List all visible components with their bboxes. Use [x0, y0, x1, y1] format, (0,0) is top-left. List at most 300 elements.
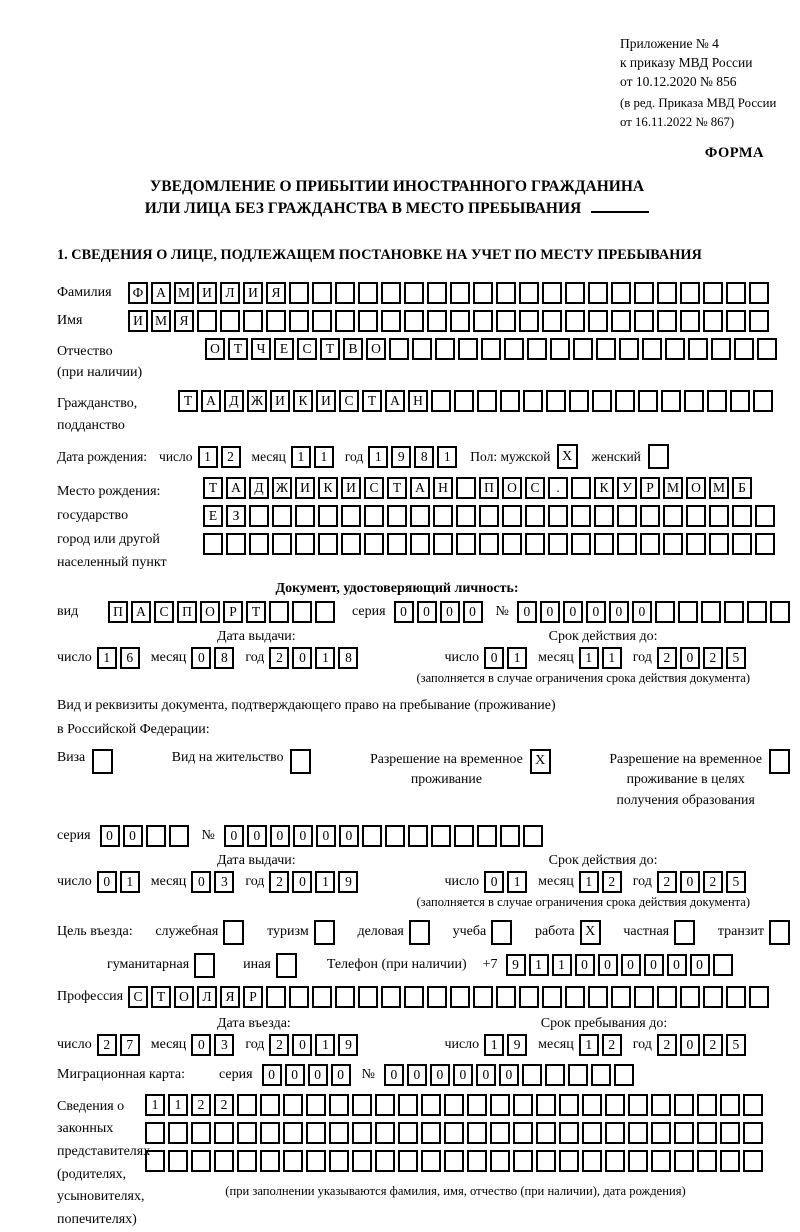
char-cell[interactable]	[663, 533, 683, 555]
char-cell[interactable]	[341, 533, 361, 555]
char-cell[interactable]	[364, 505, 384, 527]
char-cell[interactable]: Т	[387, 477, 407, 499]
char-cell[interactable]: Р	[243, 986, 263, 1008]
char-cell[interactable]: М	[709, 477, 729, 499]
char-cell[interactable]: 0	[100, 825, 120, 847]
char-cell[interactable]: 2	[269, 647, 289, 669]
char-cell[interactable]: 0	[453, 1064, 473, 1086]
char-cell[interactable]	[701, 601, 721, 623]
char-cell[interactable]	[467, 1150, 487, 1172]
char-cell[interactable]	[743, 1094, 763, 1116]
char-cell[interactable]	[352, 1122, 372, 1144]
char-cell[interactable]	[749, 282, 769, 304]
char-cell[interactable]	[634, 282, 654, 304]
char-cell[interactable]: И	[197, 282, 217, 304]
char-cell[interactable]: Ч	[251, 338, 271, 360]
char-cell[interactable]	[513, 1122, 533, 1144]
char-cell[interactable]	[266, 310, 286, 332]
purpose-private-checkbox[interactable]	[674, 920, 695, 945]
char-cell[interactable]	[467, 1122, 487, 1144]
char-cell[interactable]	[617, 505, 637, 527]
char-cell[interactable]: 2	[214, 1094, 234, 1116]
char-cell[interactable]	[500, 825, 520, 847]
char-cell[interactable]	[703, 282, 723, 304]
char-cell[interactable]	[197, 310, 217, 332]
char-cell[interactable]	[427, 282, 447, 304]
char-cell[interactable]: 9	[338, 1034, 358, 1056]
char-cell[interactable]	[191, 1150, 211, 1172]
char-cell[interactable]	[709, 533, 729, 555]
char-cell[interactable]: 0	[609, 601, 629, 623]
char-cell[interactable]	[743, 1122, 763, 1144]
char-cell[interactable]	[502, 505, 522, 527]
char-cell[interactable]	[542, 282, 562, 304]
char-cell[interactable]	[283, 1122, 303, 1144]
char-cell[interactable]: 0	[292, 871, 312, 893]
char-cell[interactable]	[454, 825, 474, 847]
char-cell[interactable]: А	[385, 390, 405, 412]
char-cell[interactable]	[289, 310, 309, 332]
char-cell[interactable]: 0	[484, 871, 504, 893]
char-cell[interactable]	[525, 533, 545, 555]
char-cell[interactable]	[770, 601, 790, 623]
char-cell[interactable]: З	[226, 505, 246, 527]
sex-male-checkbox[interactable]: X	[557, 444, 578, 469]
char-cell[interactable]	[591, 1064, 611, 1086]
char-cell[interactable]	[479, 505, 499, 527]
char-cell[interactable]: Т	[151, 986, 171, 1008]
char-cell[interactable]	[289, 986, 309, 1008]
char-cell[interactable]: 0	[598, 954, 618, 976]
char-cell[interactable]: У	[617, 477, 637, 499]
char-cell[interactable]	[427, 986, 447, 1008]
edu-residence-checkbox[interactable]	[769, 749, 790, 774]
purpose-other-checkbox[interactable]	[276, 953, 297, 978]
char-cell[interactable]: А	[151, 282, 171, 304]
char-cell[interactable]	[634, 310, 654, 332]
char-cell[interactable]: 1	[145, 1094, 165, 1116]
char-cell[interactable]	[732, 505, 752, 527]
char-cell[interactable]: И	[316, 390, 336, 412]
char-cell[interactable]	[588, 310, 608, 332]
char-cell[interactable]	[381, 986, 401, 1008]
char-cell[interactable]	[220, 310, 240, 332]
char-cell[interactable]	[421, 1094, 441, 1116]
char-cell[interactable]: 1	[198, 446, 218, 468]
char-cell[interactable]	[571, 477, 591, 499]
char-cell[interactable]: М	[174, 282, 194, 304]
char-cell[interactable]	[435, 338, 455, 360]
char-cell[interactable]	[237, 1122, 257, 1144]
char-cell[interactable]	[713, 954, 733, 976]
char-cell[interactable]: 2	[703, 1034, 723, 1056]
char-cell[interactable]	[640, 505, 660, 527]
char-cell[interactable]: 2	[657, 1034, 677, 1056]
char-cell[interactable]	[582, 1094, 602, 1116]
char-cell[interactable]	[168, 1122, 188, 1144]
char-cell[interactable]: 0	[517, 601, 537, 623]
char-cell[interactable]: И	[128, 310, 148, 332]
char-cell[interactable]	[747, 601, 767, 623]
char-cell[interactable]	[674, 1122, 694, 1144]
char-cell[interactable]	[734, 338, 754, 360]
char-cell[interactable]	[720, 1094, 740, 1116]
char-cell[interactable]	[145, 1122, 165, 1144]
char-cell[interactable]	[571, 505, 591, 527]
char-cell[interactable]	[582, 1150, 602, 1172]
char-cell[interactable]: С	[154, 601, 174, 623]
char-cell[interactable]: Ж	[247, 390, 267, 412]
char-cell[interactable]	[657, 986, 677, 1008]
char-cell[interactable]: Ф	[128, 282, 148, 304]
char-cell[interactable]	[569, 390, 589, 412]
char-cell[interactable]	[358, 986, 378, 1008]
char-cell[interactable]	[545, 1064, 565, 1086]
char-cell[interactable]	[312, 986, 332, 1008]
char-cell[interactable]	[404, 310, 424, 332]
char-cell[interactable]: 0	[667, 954, 687, 976]
char-cell[interactable]: 0	[247, 825, 267, 847]
char-cell[interactable]	[519, 282, 539, 304]
char-cell[interactable]: 1	[579, 647, 599, 669]
char-cell[interactable]: Я	[174, 310, 194, 332]
char-cell[interactable]: 3	[214, 871, 234, 893]
char-cell[interactable]: 0	[680, 647, 700, 669]
char-cell[interactable]	[703, 310, 723, 332]
char-cell[interactable]	[387, 533, 407, 555]
char-cell[interactable]	[260, 1094, 280, 1116]
char-cell[interactable]	[651, 1122, 671, 1144]
char-cell[interactable]: С	[339, 390, 359, 412]
char-cell[interactable]: 0	[632, 601, 652, 623]
char-cell[interactable]: Т	[246, 601, 266, 623]
char-cell[interactable]	[168, 1150, 188, 1172]
char-cell[interactable]: 0	[680, 871, 700, 893]
char-cell[interactable]	[481, 338, 501, 360]
char-cell[interactable]	[266, 986, 286, 1008]
char-cell[interactable]: 0	[191, 647, 211, 669]
char-cell[interactable]: 1	[120, 871, 140, 893]
char-cell[interactable]	[283, 1094, 303, 1116]
char-cell[interactable]: 2	[657, 871, 677, 893]
char-cell[interactable]	[335, 310, 355, 332]
char-cell[interactable]	[546, 390, 566, 412]
char-cell[interactable]: О	[200, 601, 220, 623]
char-cell[interactable]	[596, 338, 616, 360]
char-cell[interactable]	[496, 986, 516, 1008]
char-cell[interactable]: С	[364, 477, 384, 499]
char-cell[interactable]	[473, 986, 493, 1008]
char-cell[interactable]: 0	[563, 601, 583, 623]
char-cell[interactable]: О	[366, 338, 386, 360]
char-cell[interactable]: 0	[586, 601, 606, 623]
char-cell[interactable]: Е	[274, 338, 294, 360]
char-cell[interactable]	[243, 310, 263, 332]
char-cell[interactable]	[519, 310, 539, 332]
char-cell[interactable]	[385, 825, 405, 847]
char-cell[interactable]	[548, 505, 568, 527]
char-cell[interactable]: А	[226, 477, 246, 499]
char-cell[interactable]: 7	[120, 1034, 140, 1056]
char-cell[interactable]	[145, 1150, 165, 1172]
char-cell[interactable]	[611, 310, 631, 332]
char-cell[interactable]	[680, 310, 700, 332]
char-cell[interactable]	[433, 505, 453, 527]
char-cell[interactable]: К	[318, 477, 338, 499]
char-cell[interactable]	[568, 1064, 588, 1086]
char-cell[interactable]	[410, 533, 430, 555]
char-cell[interactable]: 0	[575, 954, 595, 976]
purpose-work-checkbox[interactable]: X	[580, 920, 601, 945]
char-cell[interactable]: 0	[680, 1034, 700, 1056]
char-cell[interactable]	[720, 1150, 740, 1172]
char-cell[interactable]	[490, 1150, 510, 1172]
char-cell[interactable]: М	[151, 310, 171, 332]
char-cell[interactable]: 1	[315, 871, 335, 893]
char-cell[interactable]: 1	[315, 647, 335, 669]
char-cell[interactable]	[375, 1150, 395, 1172]
char-cell[interactable]	[550, 338, 570, 360]
char-cell[interactable]	[237, 1094, 257, 1116]
char-cell[interactable]	[628, 1094, 648, 1116]
char-cell[interactable]	[500, 390, 520, 412]
char-cell[interactable]	[542, 986, 562, 1008]
char-cell[interactable]: 0	[191, 871, 211, 893]
char-cell[interactable]: 6	[120, 647, 140, 669]
char-cell[interactable]	[559, 1094, 579, 1116]
char-cell[interactable]: 1	[314, 446, 334, 468]
char-cell[interactable]: 1	[168, 1094, 188, 1116]
char-cell[interactable]	[272, 505, 292, 527]
char-cell[interactable]: Н	[433, 477, 453, 499]
char-cell[interactable]	[260, 1150, 280, 1172]
char-cell[interactable]	[364, 533, 384, 555]
char-cell[interactable]: 0	[224, 825, 244, 847]
char-cell[interactable]	[663, 505, 683, 527]
char-cell[interactable]: 2	[97, 1034, 117, 1056]
char-cell[interactable]	[680, 282, 700, 304]
char-cell[interactable]	[688, 338, 708, 360]
char-cell[interactable]: М	[663, 477, 683, 499]
char-cell[interactable]	[522, 1064, 542, 1086]
char-cell[interactable]: 9	[507, 1034, 527, 1056]
char-cell[interactable]: 2	[269, 871, 289, 893]
char-cell[interactable]: Д	[224, 390, 244, 412]
char-cell[interactable]	[594, 505, 614, 527]
char-cell[interactable]	[450, 986, 470, 1008]
char-cell[interactable]	[226, 533, 246, 555]
char-cell[interactable]: 0	[407, 1064, 427, 1086]
char-cell[interactable]: К	[293, 390, 313, 412]
char-cell[interactable]	[389, 338, 409, 360]
char-cell[interactable]	[697, 1122, 717, 1144]
char-cell[interactable]: 5	[726, 1034, 746, 1056]
char-cell[interactable]	[329, 1150, 349, 1172]
char-cell[interactable]	[628, 1122, 648, 1144]
char-cell[interactable]: 2	[221, 446, 241, 468]
char-cell[interactable]	[315, 601, 335, 623]
char-cell[interactable]	[634, 986, 654, 1008]
char-cell[interactable]: К	[594, 477, 614, 499]
char-cell[interactable]: 0	[339, 825, 359, 847]
char-cell[interactable]	[341, 505, 361, 527]
char-cell[interactable]	[642, 338, 662, 360]
purpose-official-checkbox[interactable]	[223, 920, 244, 945]
char-cell[interactable]	[605, 1122, 625, 1144]
char-cell[interactable]: 2	[703, 871, 723, 893]
char-cell[interactable]	[651, 1094, 671, 1116]
char-cell[interactable]	[678, 601, 698, 623]
char-cell[interactable]: Р	[640, 477, 660, 499]
char-cell[interactable]	[329, 1122, 349, 1144]
char-cell[interactable]: 8	[214, 647, 234, 669]
char-cell[interactable]	[410, 505, 430, 527]
char-cell[interactable]	[444, 1122, 464, 1144]
char-cell[interactable]	[292, 601, 312, 623]
char-cell[interactable]: 2	[191, 1094, 211, 1116]
char-cell[interactable]: И	[341, 477, 361, 499]
char-cell[interactable]	[730, 390, 750, 412]
char-cell[interactable]	[362, 825, 382, 847]
char-cell[interactable]: 1	[529, 954, 549, 976]
char-cell[interactable]: 9	[391, 446, 411, 468]
char-cell[interactable]	[755, 533, 775, 555]
char-cell[interactable]	[614, 1064, 634, 1086]
char-cell[interactable]	[680, 986, 700, 1008]
char-cell[interactable]: И	[295, 477, 315, 499]
char-cell[interactable]: 8	[338, 647, 358, 669]
char-cell[interactable]	[657, 282, 677, 304]
char-cell[interactable]: 0	[430, 1064, 450, 1086]
char-cell[interactable]	[249, 533, 269, 555]
char-cell[interactable]	[352, 1094, 372, 1116]
char-cell[interactable]	[431, 390, 451, 412]
char-cell[interactable]	[335, 986, 355, 1008]
char-cell[interactable]: 1	[291, 446, 311, 468]
char-cell[interactable]: Т	[203, 477, 223, 499]
char-cell[interactable]	[542, 310, 562, 332]
char-cell[interactable]: 0	[123, 825, 143, 847]
char-cell[interactable]: 0	[316, 825, 336, 847]
char-cell[interactable]	[697, 1094, 717, 1116]
char-cell[interactable]: Д	[249, 477, 269, 499]
char-cell[interactable]: Р	[223, 601, 243, 623]
char-cell[interactable]	[381, 310, 401, 332]
purpose-transit-checkbox[interactable]	[769, 920, 790, 945]
char-cell[interactable]: 9	[338, 871, 358, 893]
char-cell[interactable]: О	[502, 477, 522, 499]
char-cell[interactable]: А	[410, 477, 430, 499]
char-cell[interactable]: 1	[97, 647, 117, 669]
char-cell[interactable]: 0	[97, 871, 117, 893]
char-cell[interactable]	[565, 310, 585, 332]
char-cell[interactable]: 1	[579, 871, 599, 893]
char-cell[interactable]	[743, 1150, 763, 1172]
char-cell[interactable]	[523, 825, 543, 847]
char-cell[interactable]: 1	[315, 1034, 335, 1056]
char-cell[interactable]	[375, 1094, 395, 1116]
char-cell[interactable]	[519, 986, 539, 1008]
char-cell[interactable]	[674, 1094, 694, 1116]
char-cell[interactable]	[329, 1094, 349, 1116]
char-cell[interactable]: 0	[292, 1034, 312, 1056]
char-cell[interactable]	[573, 338, 593, 360]
char-cell[interactable]	[617, 533, 637, 555]
char-cell[interactable]	[592, 390, 612, 412]
char-cell[interactable]	[191, 1122, 211, 1144]
char-cell[interactable]: 0	[191, 1034, 211, 1056]
residence-permit-checkbox[interactable]	[290, 749, 311, 774]
char-cell[interactable]	[427, 310, 447, 332]
char-cell[interactable]: 0	[308, 1064, 328, 1086]
char-cell[interactable]: 0	[262, 1064, 282, 1086]
char-cell[interactable]	[398, 1094, 418, 1116]
char-cell[interactable]: Н	[408, 390, 428, 412]
char-cell[interactable]: П	[479, 477, 499, 499]
char-cell[interactable]: 0	[293, 825, 313, 847]
char-cell[interactable]	[214, 1122, 234, 1144]
char-cell[interactable]: 1	[507, 871, 527, 893]
char-cell[interactable]	[467, 1094, 487, 1116]
char-cell[interactable]: П	[177, 601, 197, 623]
char-cell[interactable]	[169, 825, 189, 847]
char-cell[interactable]	[628, 1150, 648, 1172]
char-cell[interactable]: 0	[463, 601, 483, 623]
char-cell[interactable]	[757, 338, 777, 360]
char-cell[interactable]	[421, 1122, 441, 1144]
char-cell[interactable]: 0	[270, 825, 290, 847]
char-cell[interactable]	[502, 533, 522, 555]
visa-checkbox[interactable]	[92, 749, 113, 774]
char-cell[interactable]: 0	[476, 1064, 496, 1086]
char-cell[interactable]: 1	[602, 647, 622, 669]
char-cell[interactable]	[726, 986, 746, 1008]
char-cell[interactable]: Л	[197, 986, 217, 1008]
char-cell[interactable]: 0	[440, 601, 460, 623]
char-cell[interactable]	[318, 533, 338, 555]
char-cell[interactable]	[496, 310, 516, 332]
char-cell[interactable]: Ж	[272, 477, 292, 499]
char-cell[interactable]	[358, 282, 378, 304]
char-cell[interactable]	[387, 505, 407, 527]
char-cell[interactable]	[272, 533, 292, 555]
char-cell[interactable]	[249, 505, 269, 527]
char-cell[interactable]	[146, 825, 166, 847]
char-cell[interactable]	[697, 1150, 717, 1172]
char-cell[interactable]: 0	[285, 1064, 305, 1086]
char-cell[interactable]	[527, 338, 547, 360]
char-cell[interactable]: 0	[417, 601, 437, 623]
char-cell[interactable]: Т	[320, 338, 340, 360]
char-cell[interactable]	[289, 282, 309, 304]
char-cell[interactable]: И	[243, 282, 263, 304]
char-cell[interactable]	[707, 390, 727, 412]
char-cell[interactable]: 0	[292, 647, 312, 669]
char-cell[interactable]: А	[131, 601, 151, 623]
char-cell[interactable]: С	[297, 338, 317, 360]
char-cell[interactable]	[605, 1150, 625, 1172]
char-cell[interactable]	[724, 601, 744, 623]
char-cell[interactable]: 0	[484, 647, 504, 669]
char-cell[interactable]	[358, 310, 378, 332]
char-cell[interactable]	[450, 282, 470, 304]
char-cell[interactable]	[473, 310, 493, 332]
char-cell[interactable]	[749, 986, 769, 1008]
char-cell[interactable]	[335, 282, 355, 304]
char-cell[interactable]	[588, 282, 608, 304]
char-cell[interactable]	[594, 533, 614, 555]
char-cell[interactable]: 0	[331, 1064, 351, 1086]
